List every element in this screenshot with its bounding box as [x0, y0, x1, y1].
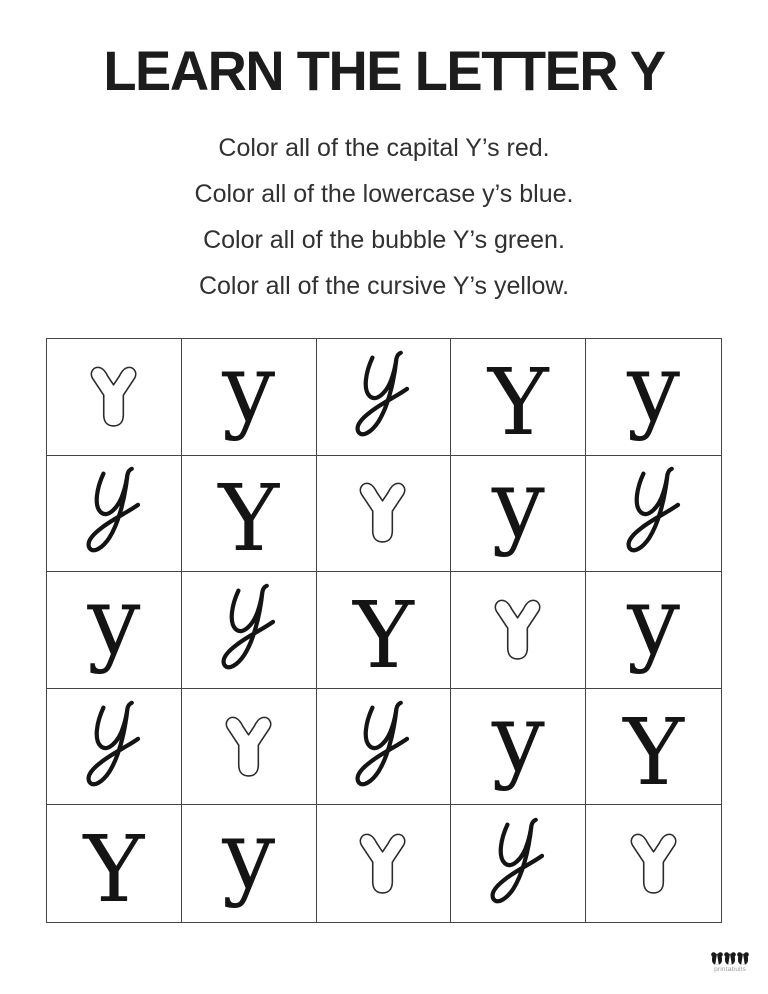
- instruction-line-lowercase: Color all of the lowercase y’s blue.: [194, 180, 574, 208]
- grid-cell-r2c3-bubble[interactable]: [317, 456, 452, 573]
- grid-cell-r5c5-bubble[interactable]: [586, 805, 721, 922]
- grid-cell-r2c5-cursive[interactable]: [586, 456, 721, 573]
- letter-lowercase: y: [627, 572, 681, 676]
- letter-bubble-icon: [490, 594, 546, 666]
- grid-cell-r1c3-cursive[interactable]: [317, 339, 452, 456]
- grid-cell-r5c3-bubble[interactable]: [317, 805, 452, 922]
- letter-cursive-icon: [485, 816, 551, 912]
- grid-cell-r1c5-lowercase[interactable]: [586, 339, 721, 456]
- letter-lowercase: y: [491, 688, 545, 793]
- letter-bubble-icon: [626, 828, 682, 900]
- letter-bubble-icon: [355, 828, 411, 900]
- grid-cell-r5c4-cursive[interactable]: [451, 805, 586, 922]
- letter-capital: Y: [83, 815, 145, 922]
- grid-cell-r5c1-capital[interactable]: [47, 805, 182, 922]
- grid-cell-r5c2-lowercase[interactable]: [182, 805, 317, 922]
- grid-cell-r3c1-lowercase[interactable]: [47, 572, 182, 689]
- grid-cell-r3c3-capital[interactable]: [317, 572, 452, 689]
- instruction-line-capital: Color all of the capital Y’s red.: [218, 134, 550, 162]
- grid-cell-r1c1-bubble[interactable]: [47, 339, 182, 456]
- instruction-line-bubble: Color all of the bubble Y’s green.: [203, 226, 565, 254]
- letter-cursive-icon: [621, 465, 687, 561]
- letter-cursive-icon: [81, 699, 147, 795]
- grid-cell-r3c2-cursive[interactable]: [182, 572, 317, 689]
- letter-cursive-icon: [81, 465, 147, 561]
- letter-cursive-icon: [216, 582, 282, 678]
- grid-cell-r1c2-lowercase[interactable]: [182, 339, 317, 456]
- letter-lowercase: y: [222, 339, 276, 443]
- letter-capital: Y: [487, 348, 549, 456]
- brand-logo: [708, 952, 752, 974]
- letter-lowercase: y: [87, 572, 141, 676]
- grid-cell-r4c1-cursive[interactable]: [47, 689, 182, 806]
- grid-cell-r2c4-lowercase[interactable]: [451, 456, 586, 573]
- dogs-logo-icon: [711, 952, 749, 966]
- letter-grid: [46, 338, 722, 923]
- grid-cell-r4c5-capital[interactable]: [586, 689, 721, 806]
- letter-capital: Y: [353, 581, 414, 689]
- grid-cell-r4c4-lowercase[interactable]: [451, 689, 586, 806]
- grid-cell-r2c2-capital[interactable]: [182, 456, 317, 573]
- grid-cell-r4c2-bubble[interactable]: [182, 689, 317, 806]
- letter-lowercase: y: [491, 455, 545, 560]
- letter-cursive-icon: [350, 349, 416, 445]
- letter-lowercase: y: [222, 805, 276, 910]
- instructions-block: [0, 125, 768, 309]
- letter-lowercase: y: [627, 339, 681, 443]
- grid-cell-r4c3-cursive[interactable]: [317, 689, 452, 806]
- grid-cell-r3c4-bubble[interactable]: [451, 572, 586, 689]
- letter-bubble-icon: [221, 711, 277, 783]
- letter-capital: Y: [623, 698, 684, 806]
- letter-bubble-icon: [86, 361, 142, 433]
- instruction-line-cursive: Color all of the cursive Y’s yellow.: [198, 272, 570, 300]
- grid-cell-r1c4-capital[interactable]: [451, 339, 586, 456]
- grid-cell-r3c5-lowercase[interactable]: [586, 572, 721, 689]
- letter-capital: Y: [218, 465, 280, 573]
- brand-name: printabulls: [714, 966, 746, 973]
- letter-cursive-icon: [350, 699, 416, 795]
- letter-bubble-icon: [355, 477, 411, 549]
- page-title: LEARN THE LETTER Y: [103, 39, 665, 102]
- grid-cell-r2c1-cursive[interactable]: [47, 456, 182, 573]
